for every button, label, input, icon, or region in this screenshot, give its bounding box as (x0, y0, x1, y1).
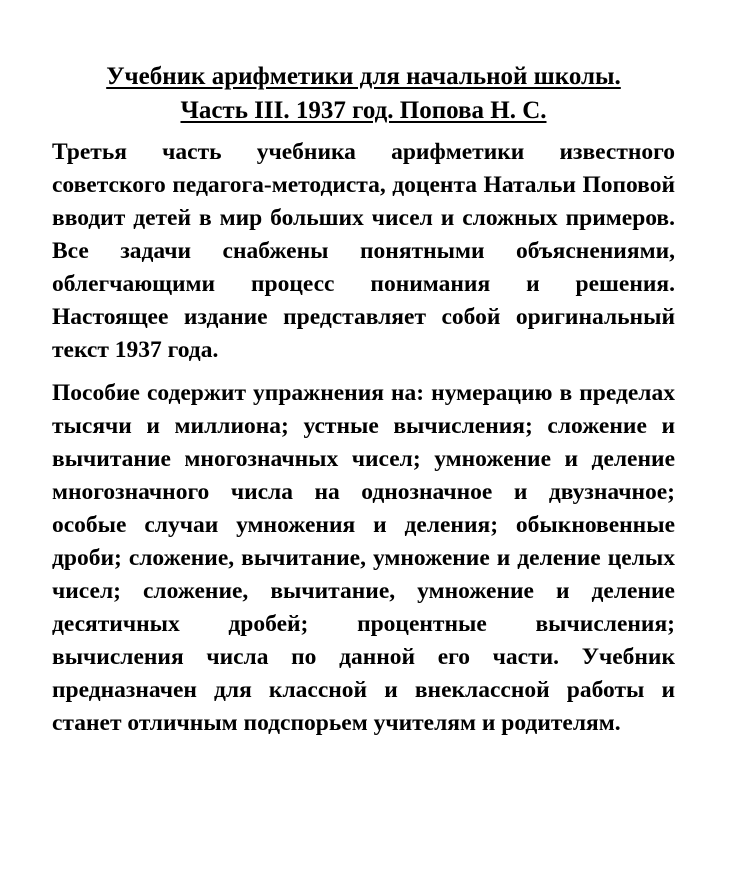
title-line-2: Часть III. 1937 год. Попова Н. С. (180, 97, 547, 124)
title-line-1: Учебник арифметики для начальной школы. (106, 63, 621, 90)
description-paragraph-2: Пособие содержит упражнения на: нумерацию в пределах тысячи и миллиона; устные вычисления; сложение и вычитание многозначных чисел; умножение и деление многозначного числа на однозначное и двузначное; особые случаи умножения и деления; обыкновенные дроби; сложение, вычитание, умножение и деление целых чисел; сложение, вычитание, умножение и деление десятичных дробей; процентные вычисления; вычисления числа по данной его части. Учебник предназначен для классной и внеклассной работы и станет отличным подспорьем учителям и родителям. (52, 380, 675, 736)
document-page (52, 60, 675, 740)
description-paragraph-1: Третья часть учебника арифметики известного советского педагога-методиста, доцента Натальи Поповой вводит детей в мир больших чисел и сложных примеров. Все задачи снабжены понятными объяснениями, облегчающими процесс понимания и решения. Настоящее издание представляет собой оригинальный текст 1937 года. (52, 139, 675, 363)
document-title (52, 60, 675, 128)
